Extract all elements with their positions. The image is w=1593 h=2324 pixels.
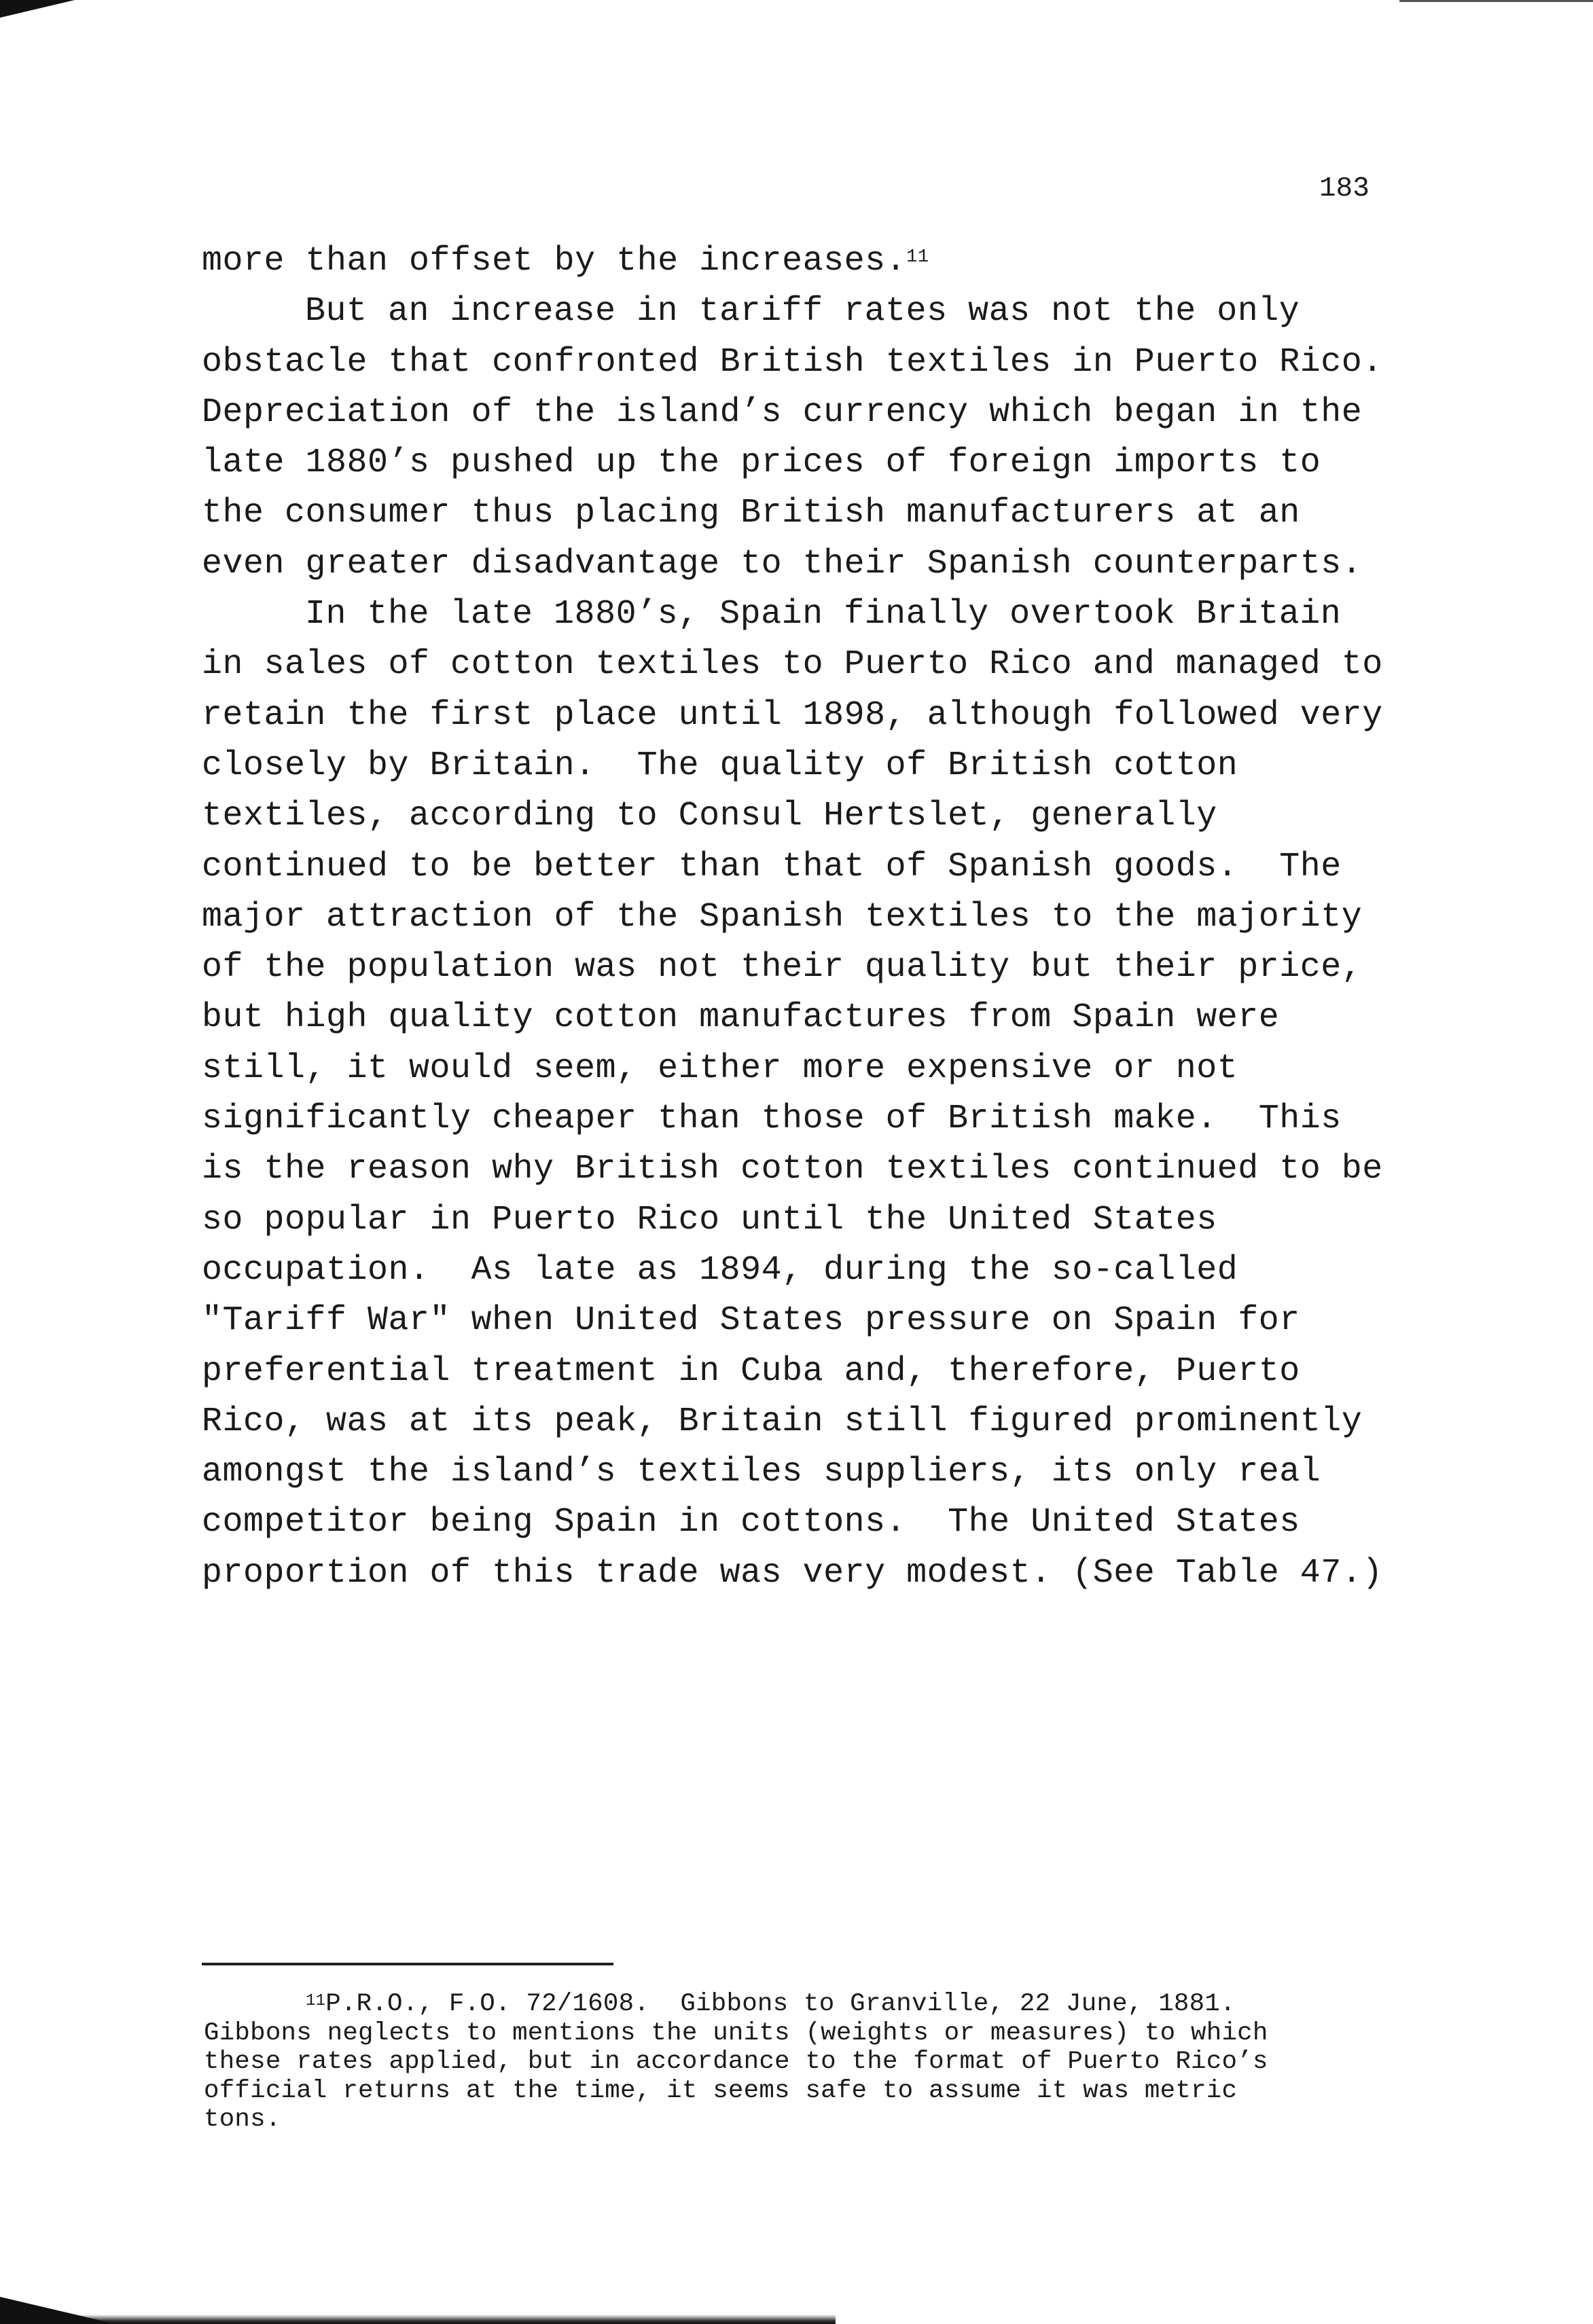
text-line: retain the first place until 1898, although followed very <box>202 695 1383 735</box>
footnote-line: $^{11}$P.R.O., F.O. 72/1608. Gibbons to Granville, 22 June, 1881. <box>306 1990 1236 2018</box>
text-line: Depreciation of the island’s currency which began in the <box>202 393 1363 432</box>
text-line: major attraction of the Spanish textiles to the majority <box>202 897 1363 937</box>
footnote-mark: 11 <box>306 1992 326 2010</box>
text-line: "Tariff War" when United States pressure on Spain for <box>202 1301 1300 1341</box>
text-line: Rico, was at its peak, Britain still figured prominently <box>202 1402 1363 1441</box>
text-line: In the late 1880’s, Spain finally overtook Britain <box>305 595 1342 634</box>
text-line: But an increase in tariff rates was not the only <box>305 292 1300 331</box>
footnote-line: official returns at the time, it seems safe to assume it was metric <box>204 2076 1238 2105</box>
scan-edge-artifact <box>0 2314 836 2324</box>
text-line: occupation. As late as 1894, during the so-called <box>202 1250 1238 1290</box>
text-line: so popular in Puerto Rico until the United States <box>202 1200 1217 1239</box>
page-number: 183 <box>1319 173 1370 204</box>
text-line: competitor being Spain in cottons. The United States <box>202 1503 1300 1542</box>
footnote-line: Gibbons neglects to mentions the units (weights or measures) to which <box>204 2018 1268 2048</box>
text-line: significantly cheaper than those of British make. This <box>202 1100 1342 1139</box>
text-line: still, it would seem, either more expensive or not <box>202 1049 1238 1088</box>
text-line: but high quality cotton manufactures from Spain were <box>202 998 1280 1038</box>
footnote-divider <box>202 1963 613 1965</box>
text-line: more than offset by the increases.$^{11}$ <box>202 242 929 280</box>
text-line: closely by Britain. The quality of British cotton <box>202 746 1238 785</box>
footnote-line: these rates applied, but in accordance to the format of Puerto Rico’s <box>204 2048 1268 2076</box>
scan-corner-artifact <box>0 0 75 18</box>
text-line: proportion of this trade was very modest. (See Table 47.) <box>202 1553 1383 1593</box>
footnote-reference: 11 <box>906 247 929 268</box>
footnote-line: tons. <box>204 2105 281 2134</box>
text-line: the consumer thus placing British manufacturers at an <box>202 494 1300 533</box>
text-line: amongst the island’s textiles suppliers, its only real <box>202 1453 1321 1492</box>
footnote <box>204 1990 1389 2135</box>
body-text <box>202 236 1394 1599</box>
scan-edge-artifact <box>1399 0 1593 2</box>
text-line: obstacle that confronted British textiles in Puerto Rico. <box>202 342 1383 382</box>
text-line: of the population was not their quality but their price, <box>202 948 1363 987</box>
text-line: preferential treatment in Cuba and, therefore, Puerto <box>202 1351 1300 1391</box>
text-line: is the reason why British cotton textiles continued to be <box>202 1150 1383 1189</box>
scan-corner-artifact <box>0 2297 115 2324</box>
text-line: even greater disadvantage to their Spanish counterparts. <box>202 544 1363 583</box>
text-line: textiles, according to Consul Hertslet, generally <box>202 797 1217 836</box>
text-line: continued to be better than that of Spanish goods. The <box>202 847 1342 886</box>
text-line: late 1880’s pushed up the prices of foreign imports to <box>202 443 1321 483</box>
text-line: in sales of cotton textiles to Puerto Rico and managed to <box>202 645 1383 685</box>
